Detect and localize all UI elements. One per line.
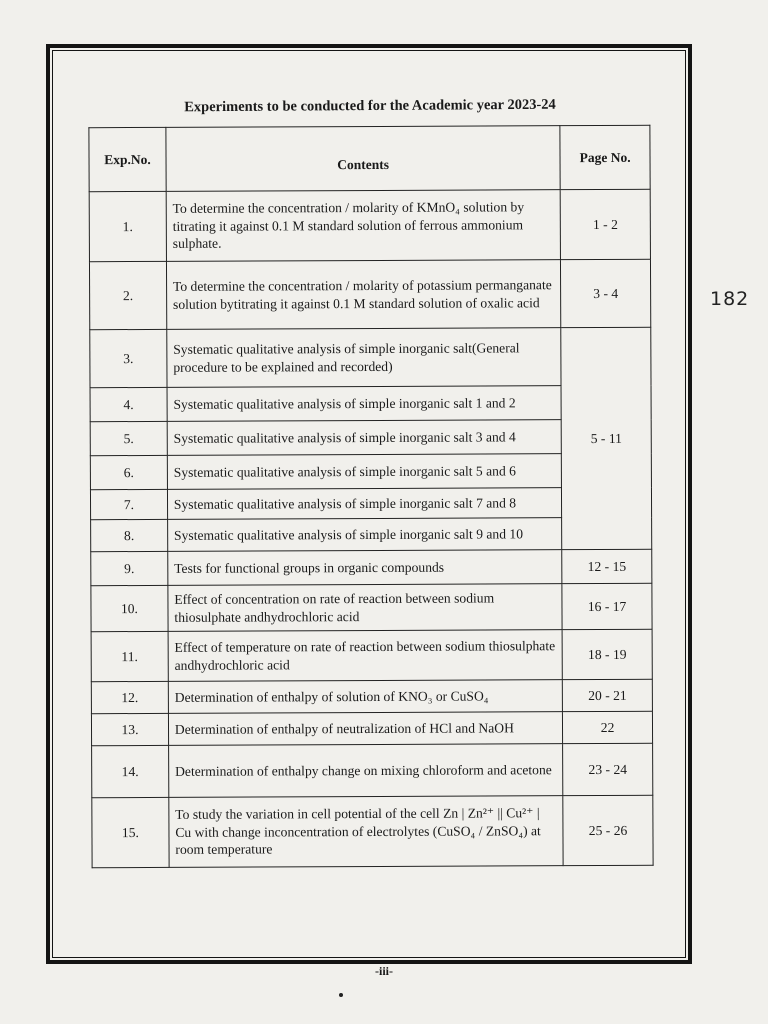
exp-number: 6. <box>90 455 167 489</box>
page-title: Experiments to be conducted for the Academic year 2023-24 <box>184 96 556 116</box>
page-range: 16 - 17 <box>562 583 652 629</box>
page-number: -iii- <box>375 964 393 978</box>
table-row <box>89 189 650 261</box>
table-header-row <box>89 125 650 191</box>
page-range: 25 - 26 <box>563 795 653 865</box>
exp-number: 9. <box>91 551 168 585</box>
page-range: 5 - 11 <box>561 327 652 549</box>
exp-description: Determination of enthalpy of solution of KNO₃ or CuSO₄ <box>168 680 562 714</box>
exp-number: 1. <box>89 191 166 261</box>
exp-description: Systematic qualitative analysis of simple inorganic salt 9 and 10 <box>167 518 561 552</box>
exp-number: 13. <box>91 713 168 745</box>
page-range: 22 <box>563 711 653 743</box>
table-row <box>91 629 652 681</box>
exp-number: 15. <box>92 797 169 867</box>
table-row <box>91 549 652 585</box>
exp-description: To determine the concentration / molarity of KMnO₄ solution by titrating it against 0.1 M standard solution of ferrous ammonium sulphate. <box>166 190 561 262</box>
exp-number: 7. <box>90 489 167 519</box>
experiments-table <box>88 125 653 868</box>
table-row <box>91 583 652 631</box>
handwritten-margin-note: 182 <box>710 288 750 310</box>
exp-description: Systematic qualitative analysis of simple inorganic salt 5 and 6 <box>167 454 561 490</box>
header-exp-no: Exp.No. <box>89 127 166 191</box>
exp-description: Determination of enthalpy of neutralization of HCl and NaOH <box>168 712 562 746</box>
ink-dot <box>339 993 343 997</box>
exp-number: 3. <box>90 329 167 387</box>
header-page-no: Page No. <box>560 125 650 189</box>
exp-description: Effect of concentration on rate of reaction between sodium thiosulphate andhydrochloric acid <box>168 584 562 632</box>
exp-description: To determine the concentration / molarity of potassium permanganate solution bytitrating it against 0.1 M standard solution of oxalic acid <box>166 260 561 330</box>
table-row <box>89 259 650 329</box>
exp-description: Effect of temperature on rate of reaction between sodium thiosulphate andhydrochloric acid <box>168 630 563 682</box>
page-range: 1 - 2 <box>560 189 650 259</box>
exp-number: 2. <box>89 261 166 329</box>
page-range: 23 - 24 <box>563 743 653 795</box>
exp-number: 8. <box>91 519 168 551</box>
exp-description: Systematic qualitative analysis of simple inorganic salt 7 and 8 <box>167 488 561 520</box>
table-row <box>90 327 651 387</box>
exp-description: Systematic qualitative analysis of simple inorganic salt(General procedure to be explained and recorded) <box>167 328 562 388</box>
exp-number: 12. <box>91 681 168 713</box>
exp-number: 10. <box>91 585 168 631</box>
page-range: 12 - 15 <box>562 549 652 583</box>
exp-description: To study the variation in cell potential of the cell Zn | Zn²⁺ || Cu²⁺ | Cu with change inconcentration of electrolytes (CuSO₄ / ZnSO₄) at room temperature <box>169 796 564 868</box>
exp-number: 11. <box>91 631 168 681</box>
exp-description: Determination of enthalpy change on mixing chloroform and acetone <box>168 744 563 798</box>
table-row <box>91 711 652 745</box>
exp-description: Systematic qualitative analysis of simple inorganic salt 3 and 4 <box>167 420 561 456</box>
exp-number: 14. <box>92 745 169 797</box>
exp-description: Systematic qualitative analysis of simple inorganic salt 1 and 2 <box>167 386 561 422</box>
exp-number: 4. <box>90 387 167 421</box>
page-range: 18 - 19 <box>562 629 652 679</box>
exp-number: 5. <box>90 421 167 455</box>
page-range: 3 - 4 <box>561 259 651 327</box>
table-row <box>92 795 653 867</box>
page-range: 20 - 21 <box>562 679 652 711</box>
table-row <box>92 743 653 797</box>
header-contents: Contents <box>166 126 561 192</box>
exp-description: Tests for functional groups in organic compounds <box>168 550 562 586</box>
table-row <box>91 679 652 713</box>
